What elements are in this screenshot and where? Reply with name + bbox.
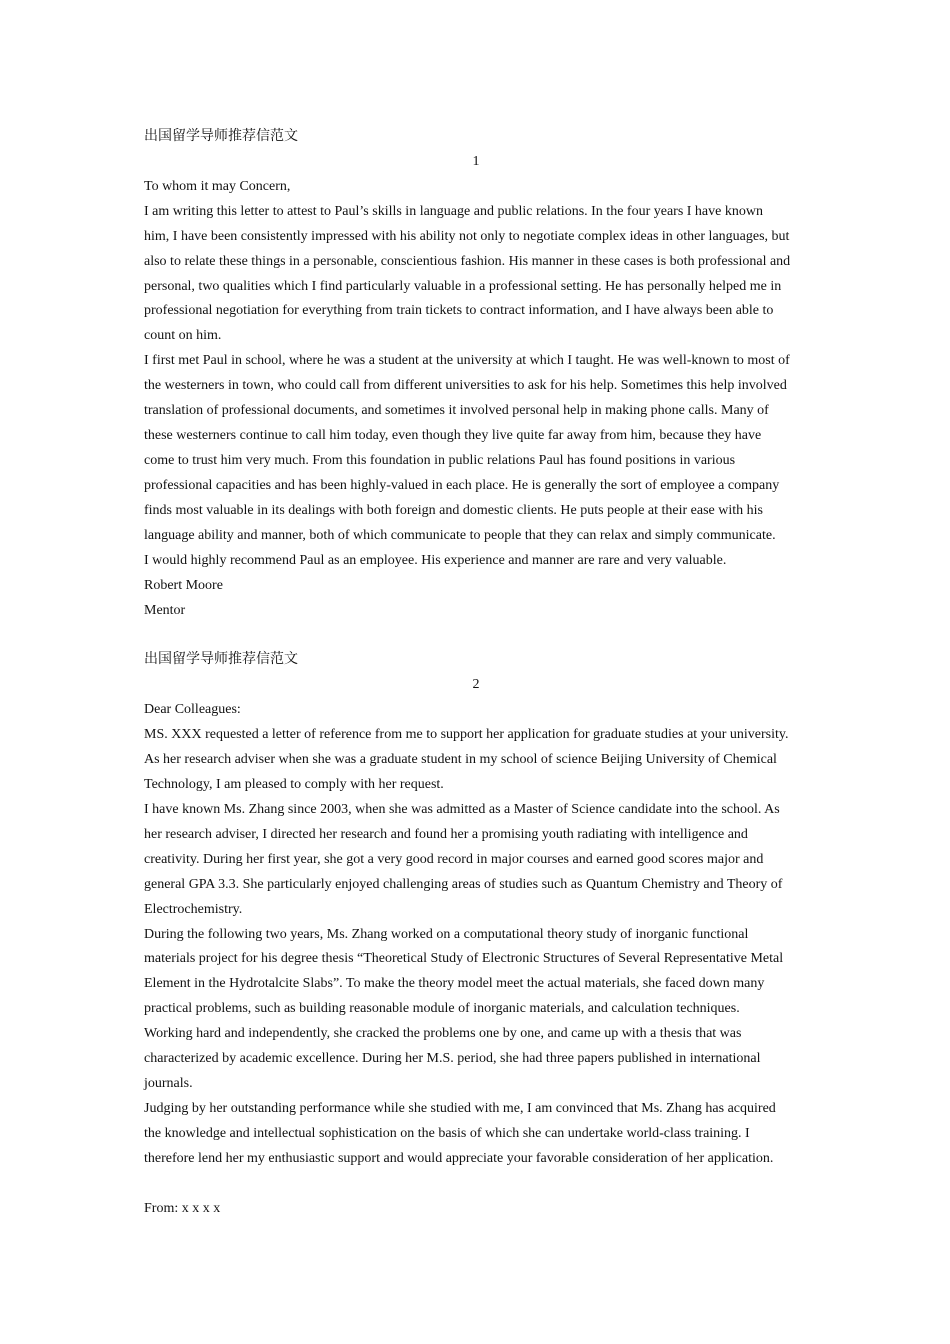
text-line: personal, two qualities which I find particularly valuable in a professional setting. He has personally helped me in xyxy=(144,278,782,294)
text-line: her research adviser, I directed her research and found her a promising youth radiating with intelligence and xyxy=(144,826,748,842)
text-line: professional negotiation for everything from train tickets to contract information, and I have always been able to xyxy=(144,303,774,319)
text-line: finds most valuable in its dealings with both foreign and domestic clients. He puts people at their ease with his xyxy=(144,502,763,518)
text-line: Judging by her outstanding performance while she studied with me, I am convinced that Ms. Zhang has acquired xyxy=(144,1100,776,1116)
text-line: creativity. During her first year, she got a very good record in major courses and earned good scores major and xyxy=(144,851,764,867)
text-line: As her research adviser when she was a graduate student in my school of science Beijing University of Chemical xyxy=(144,752,777,768)
text-line: characterized by academic excellence. During her M.S. period, she had three papers published in international xyxy=(144,1051,761,1067)
text-line: him, I have been consistently impressed with his ability not only to negotiate complex ideas in other languages, but xyxy=(144,228,790,244)
text-line: therefore lend her my enthusiastic support and would appreciate your favorable consideration of her application. xyxy=(144,1150,774,1166)
text-line: Robert Moore xyxy=(144,577,223,593)
text-line: Electrochemistry. xyxy=(144,901,243,917)
text-line: the knowledge and intellectual sophistication on the basis of which she can undertake world-class training. I xyxy=(144,1125,750,1141)
letter-section xyxy=(144,125,808,648)
text-line: materials project for his degree thesis “Theoretical Study of Electronic Structures of Several Representative Metal xyxy=(144,951,784,967)
letter-heading: 出国留学导师推荐信范文 xyxy=(144,129,298,144)
text-line: the westerners in town, who could call from different universities to ask for his help. Sometimes this help involved xyxy=(144,378,787,394)
text-line: also to relate these things in a personable, conscientious fashion. His manner in these cases is both professional and xyxy=(144,253,791,269)
letter-number: 1 xyxy=(472,153,480,169)
letter-section xyxy=(144,648,808,1221)
text-line: count on him. xyxy=(144,328,222,344)
text-line: I am writing this letter to attest to Paul’s skills in language and public relations. In the four years I have known xyxy=(144,203,763,219)
text-line: Mentor xyxy=(144,602,186,618)
text-line: Element in the Hydrotalcite Slabs”. To make the theory model meet the actual materials, she faced down many xyxy=(144,976,765,992)
text-line: I first met Paul in school, where he was a student at the university at which I taught. He was well-known to most of xyxy=(144,353,790,369)
text-line: I have known Ms. Zhang since 2003, when she was admitted as a Master of Science candidate into the school. As xyxy=(144,801,780,817)
text-line: come to trust him very much. From this foundation in public relations Paul has found positions in various xyxy=(144,452,736,468)
text-line: these westerners continue to call him today, even though they live quite far away from him, because they have xyxy=(144,428,762,444)
letter-heading: 出国留学导师推荐信范文 xyxy=(144,652,298,668)
letter-number: 2 xyxy=(472,677,480,693)
text-line: language ability and manner, both of which communicate to people that they can relax and simply communicate. xyxy=(144,527,776,543)
text-line: general GPA 3.3. She particularly enjoyed challenging areas of studies such as Quantum Chemistry and Theory of xyxy=(144,876,783,892)
blank-line xyxy=(144,1172,808,1197)
text-line: practical problems, such as building reasonable module of inorganic materials, and calculation techniques. xyxy=(144,1001,740,1017)
text-line: Working hard and independently, she cracked the problems one by one, and came up with a thesis that was xyxy=(144,1026,742,1042)
text-line: translation of professional documents, and sometimes it involved personal help in making phone calls. Many of xyxy=(144,403,769,419)
text-line: From: x x x x xyxy=(144,1200,221,1216)
text-line: During the following two years, Ms. Zhang worked on a computational theory study of inorganic functional xyxy=(144,926,749,942)
text-line: MS. XXX requested a letter of reference from me to support her application for graduate studies at your university. xyxy=(144,727,789,743)
text-line: Technology, I am pleased to comply with her request. xyxy=(144,776,444,792)
document-page xyxy=(144,125,808,1222)
text-line: Dear Colleagues: xyxy=(144,702,241,718)
text-line: journals. xyxy=(144,1076,193,1092)
text-line: professional capacities and has been highly-valued in each place. He is generally the sort of employee a company xyxy=(144,477,780,493)
text-line: I would highly recommend Paul as an employee. His experience and manner are rare and very valuable. xyxy=(144,552,727,568)
text-line: To whom it may Concern, xyxy=(144,178,291,194)
blank-line xyxy=(144,623,808,648)
